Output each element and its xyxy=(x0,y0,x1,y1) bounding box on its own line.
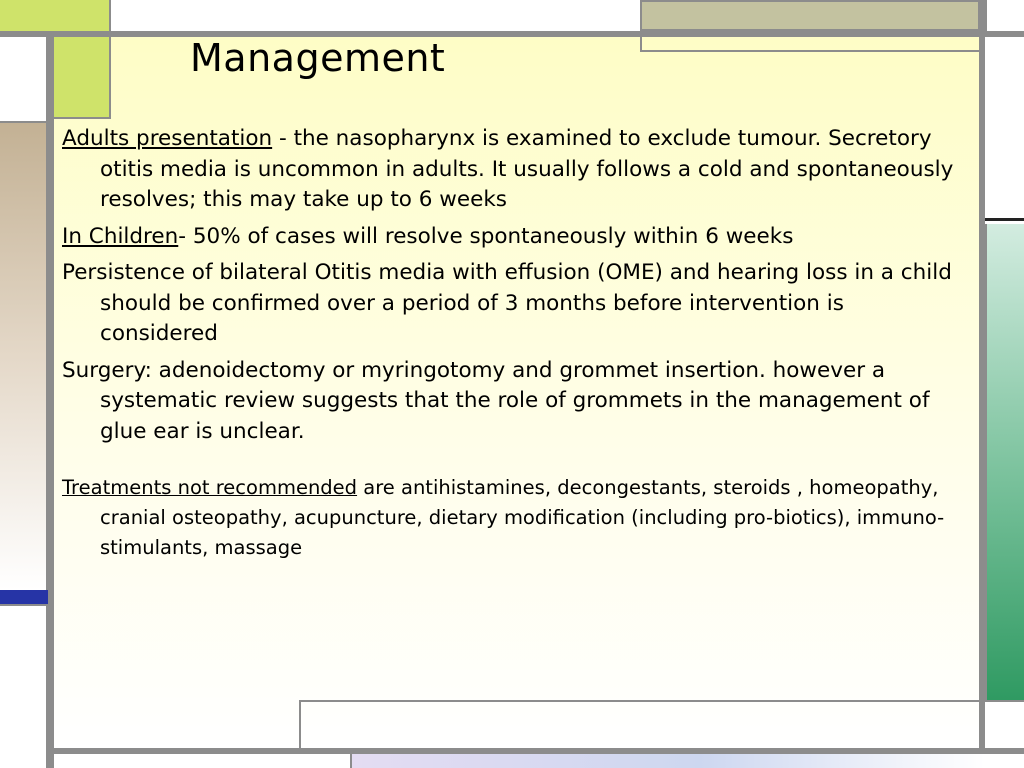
bottom-outline-block xyxy=(299,700,981,748)
khaki-outline-block xyxy=(640,31,1024,52)
white-right-block xyxy=(985,37,1024,221)
paragraph-text: Surgery: adenoidectomy or myringotomy and grommet insertion. however a systematic review suggests that the role of grommets in the management of glue ear is unclear. xyxy=(62,357,930,444)
white-bottom-right-block xyxy=(985,700,1024,768)
paragraph-children xyxy=(62,222,962,253)
slide-title: Management xyxy=(190,36,446,80)
paragraph-text: Persistence of bilateral Otitis media with effusion (OME) and hearing loss in a child should be confirmed over a period of 3 months before intervention is considered xyxy=(62,260,952,346)
paragraph-text: - 50% of cases will resolve spontaneously within 6 weeks xyxy=(178,223,794,249)
paragraph-not-recommended xyxy=(62,473,962,563)
paragraph-persistence xyxy=(62,258,962,350)
paragraph-lead: In Children xyxy=(62,223,179,249)
khaki-block xyxy=(640,0,980,31)
lavender-gradient-bar xyxy=(350,754,985,768)
paragraph-adults xyxy=(62,124,962,216)
slide-body xyxy=(62,124,962,569)
paragraph-lead: Adults presentation xyxy=(62,126,273,151)
white-top-right-block xyxy=(985,0,1024,31)
paragraph-text: are antihistamines, decongestants, steroids , homeopathy, cranial osteopathy, acupuncture, dietary modification (including pro-biotics), immuno-stimulants, massage xyxy=(100,476,945,559)
paragraph-surgery xyxy=(62,356,962,448)
green-gradient-bar xyxy=(985,224,1024,700)
white-left-block xyxy=(0,31,48,121)
paragraph-lead: Treatments not recommended xyxy=(62,476,358,499)
lime-title-block xyxy=(54,37,111,119)
paragraph-text: - the nasopharynx is examined to exclude tumour. Secretory otitis media is uncommon in adults. It usually follows a cold and spontaneously resolves; this may take up to 6 weeks xyxy=(100,126,954,212)
white-bottom-left-block xyxy=(0,604,48,768)
tan-gradient-bar xyxy=(0,121,48,590)
navy-accent-bar xyxy=(0,590,48,604)
lime-corner-block xyxy=(0,0,111,31)
